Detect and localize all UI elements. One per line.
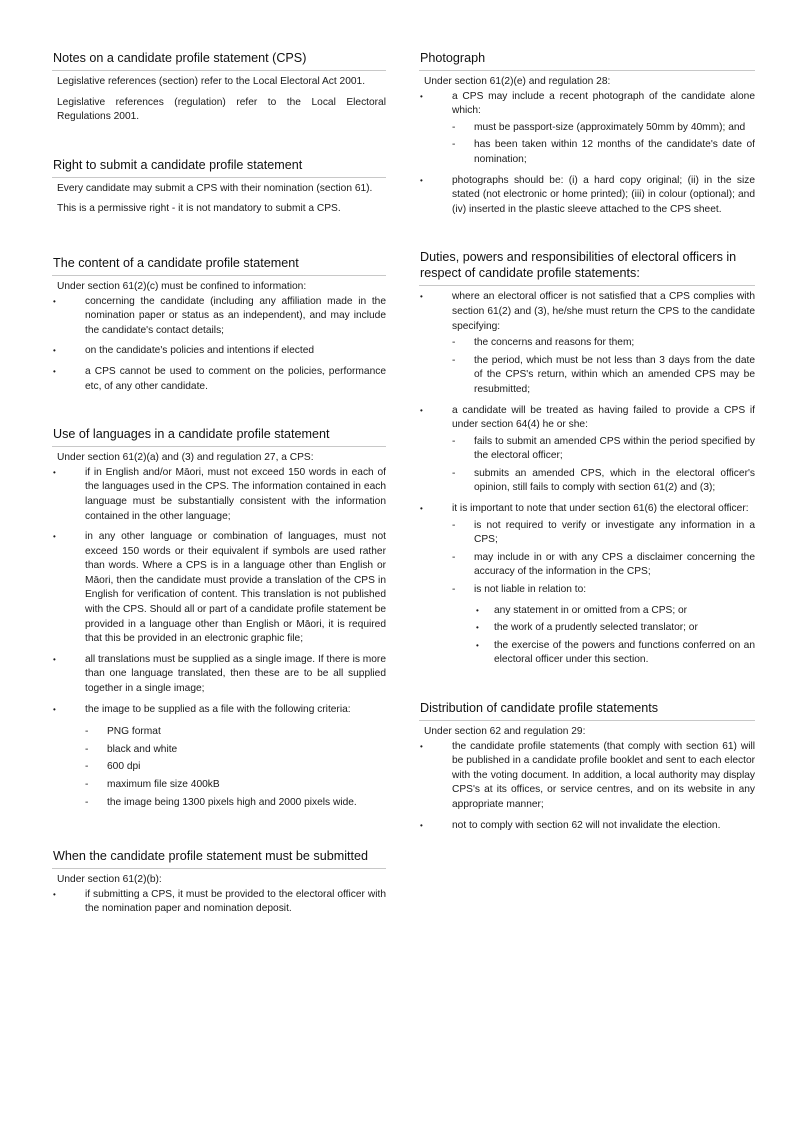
- right-to-submit-title: Right to submit a candidate profile statement: [52, 155, 386, 178]
- distribution-intro: Under section 62 and regulation 29:: [424, 726, 586, 737]
- list-item: • concerning the candidate (including any affiliation made in the nomination paper or status as an independent), and may include the candidate's contact details;: [57, 295, 386, 339]
- right-to-submit-section: [52, 155, 386, 217]
- sub-item: • the work of a prudently selected translator; or: [474, 621, 755, 636]
- dash-item: - fails to submit an amended CPS within the period specified by the electoral officer;: [452, 435, 755, 464]
- notes-paragraph: Legislative references (regulation) refer to the Local Electoral Regulations 2001.: [57, 96, 386, 123]
- right-column: [419, 48, 755, 839]
- when-intro: Under section 61(2)(b):: [57, 874, 162, 886]
- content-section: [52, 253, 386, 394]
- criteria-item: - the image being 1300 pixels high and 2000 pixels wide.: [85, 796, 386, 811]
- languages-intro: Under section 61(2)(a) and (3) and regulation 27, a CPS:: [57, 452, 314, 464]
- criteria-item: - maximum file size 400kB: [85, 778, 386, 793]
- list-item: • on the candidate's policies and intentions if elected: [57, 344, 386, 359]
- dash-item: - is not required to verify or investigate any information in a CPS;: [452, 519, 755, 548]
- list-item: • the candidate profile statements (that comply with section 61) will be published in a candidate profile booklet and sent to each elector with the voting document. In addition, a local authority may display CPS's at its offices, or service centres, and on its website in any appropriate manner;: [424, 740, 755, 813]
- duties-section: [419, 247, 755, 668]
- when-title: When the candidate profile statement must be submitted: [52, 846, 386, 869]
- duties-item-text: where an electoral officer is not satisfied that a CPS complies with section 61(2) and (3), he/she must return the CPS to the candidate specifying:: [452, 291, 755, 332]
- duties-item-text: a candidate will be treated as having failed to provide a CPS if under section 64(4) he or she:: [452, 404, 755, 431]
- list-item: • not to comply with section 62 will not invalidate the election.: [424, 819, 755, 834]
- distribution-section: [419, 698, 755, 833]
- list-item: [57, 703, 386, 811]
- dash-item: - submits an amended CPS, which in the electoral officer's opinion, still fails to comply with section 61(2) and (3);: [452, 467, 755, 496]
- criteria-item: - 600 dpi: [85, 760, 386, 775]
- photograph-intro: Under section 61(2)(e) and regulation 28:: [424, 76, 611, 87]
- list-item: • photographs should be: (i) a hard copy original; (ii) in the size stated (not electronic or home printed); (iii) in colour (optional); and (iv) inserted in the plastic sleeve attached to the CPS sheet.: [424, 174, 755, 218]
- dash-item: [452, 583, 755, 668]
- photograph-title: Photograph: [419, 48, 755, 71]
- content-intro: Under section 61(2)(c) must be confined to information:: [57, 280, 307, 292]
- dash-item: - may include in or with any CPS a disclaimer concerning the accuracy of the information in the CPS;: [452, 551, 755, 580]
- list-item: • a CPS cannot be used to comment on the policies, performance etc, of any other candidate.: [57, 365, 386, 394]
- notes-paragraph: Legislative references (section) refer to the Local Electoral Act 2001.: [57, 76, 366, 87]
- list-item: [424, 290, 755, 397]
- list-item: [424, 502, 755, 668]
- dash-item: - has been taken within 12 months of the candidate's date of nomination;: [452, 138, 755, 167]
- sub-item: • the exercise of the powers and functions conferred on an electoral officer under this section.: [474, 639, 755, 668]
- dash-item-text: is not liable in relation to:: [474, 584, 587, 596]
- when-section: [52, 846, 386, 917]
- left-column: [52, 48, 386, 923]
- sub-item: • any statement in or omitted from a CPS; or: [474, 604, 755, 619]
- dash-item: - the concerns and reasons for them;: [452, 336, 755, 351]
- list-item: • all translations must be supplied as a single image. If there is more than one language translated, then these are to be all supplied together in a single image;: [57, 653, 386, 697]
- duties-title: Duties, powers and responsibilities of electoral officers in respect of candidate profile statements:: [419, 247, 755, 286]
- dash-item: - must be passport-size (approximately 50mm by 40mm); and: [452, 121, 755, 136]
- list-item: • if in English and/or Māori, must not exceed 150 words in each of the languages used in the CPS. The information contained in each language must be substantially consistent with the information contained in the other language;: [57, 466, 386, 524]
- list-item: [424, 90, 755, 168]
- languages-title: Use of languages in a candidate profile statement: [52, 424, 386, 447]
- photograph-section: [419, 48, 755, 217]
- photograph-item-text: a CPS may include a recent photograph of the candidate alone which:: [452, 90, 755, 117]
- right-paragraph: This is a permissive right - it is not mandatory to submit a CPS.: [57, 203, 341, 215]
- notes-title: Notes on a candidate profile statement (CPS): [52, 48, 386, 71]
- criteria-intro: the image to be supplied as a file with the following criteria:: [85, 703, 351, 715]
- distribution-title: Distribution of candidate profile statements: [419, 698, 755, 721]
- criteria-item: - PNG format: [85, 725, 386, 740]
- right-paragraph: Every candidate may submit a CPS with their nomination (section 61).: [57, 182, 373, 194]
- list-item: • if submitting a CPS, it must be provided to the electoral officer with the nomination paper and nomination deposit.: [57, 888, 386, 917]
- languages-section: [52, 424, 386, 810]
- dash-item: - the period, which must be not less than 3 days from the date of the CPS's return, within which an amended CPS may be resubmitted;: [452, 354, 755, 398]
- criteria-item: - black and white: [85, 743, 386, 758]
- notes-section: [52, 48, 386, 125]
- list-item: [424, 404, 755, 497]
- duties-item-text: it is important to note that under section 61(6) the electoral officer:: [452, 503, 749, 515]
- list-item: • in any other language or combination of languages, must not exceed 150 words or their equivalent if symbols are used rather than words. Where a CPS is in a language other than English or Māori, then the candidate must provide a translation of the CPS in English for verification of content. This translation is not published with the CPS. Should all or part of a candidate profile statement be provided in a language other than English or Māori, it is required that this be provided in an electronic graphic file;: [57, 530, 386, 647]
- content-title: The content of a candidate profile statement: [52, 253, 386, 276]
